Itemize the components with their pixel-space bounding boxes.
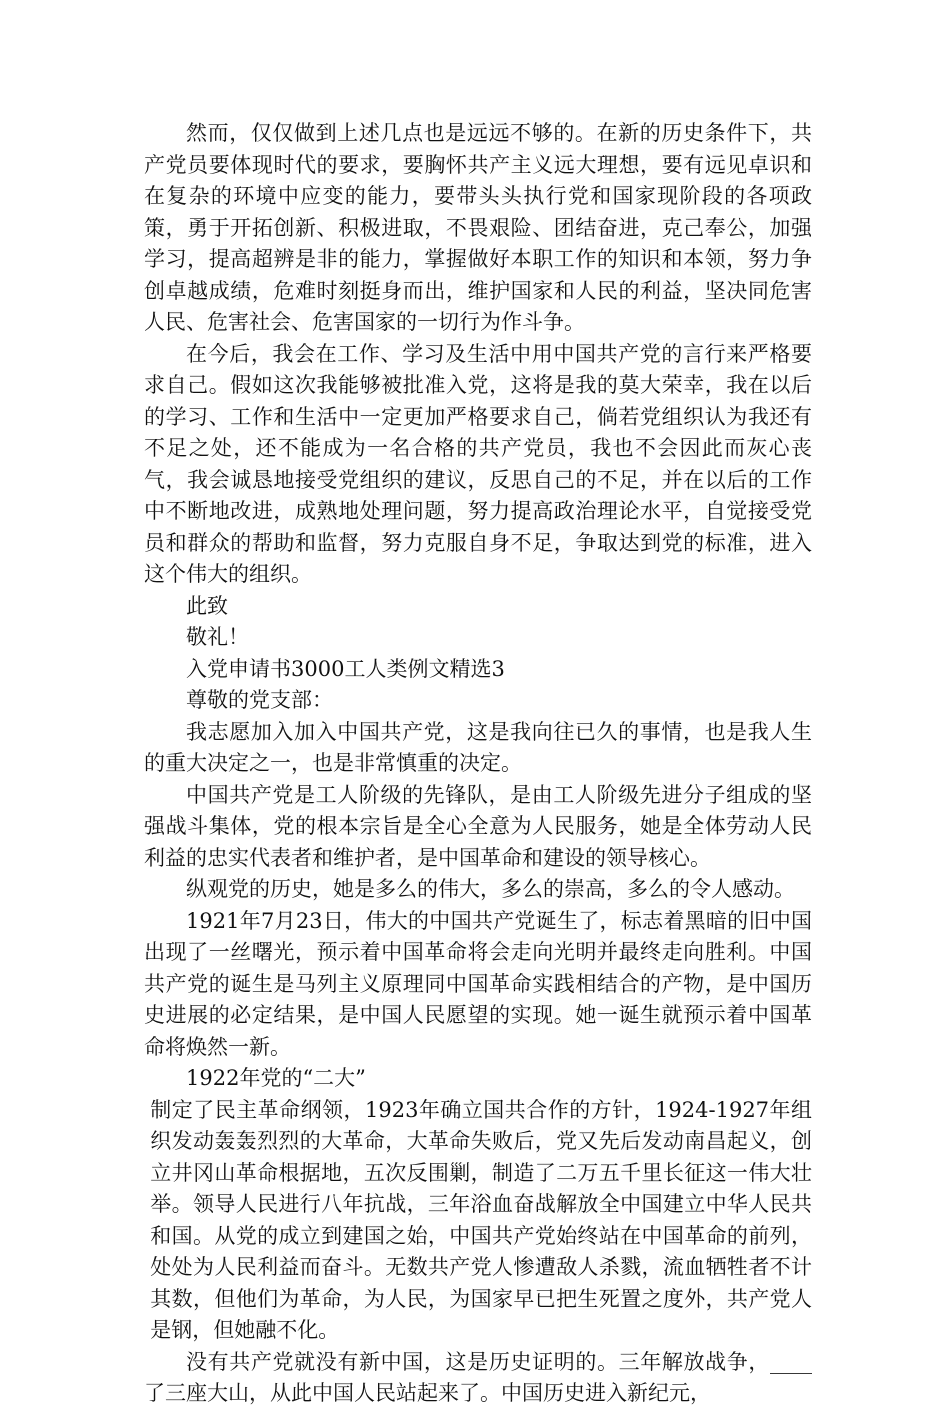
letter-greeting: 尊敬的党支部： — [186, 688, 333, 712]
paragraph-6: 1921年7月23日，伟大的中国共产党诞生了，标志着黑暗的旧中国出现了一丝曙光，预示着中国革命将会走向光明并最终走向胜利。中国共产党的诞生是马列主义原理同中国革命实践相结合的产物，是中国历史进展的必定结果，是中国人民愿望的实现。她一诞生就预示着中国革命将焕然一新。 — [144, 908, 812, 1059]
paragraph-7-heading: 1922年党的“二大” — [186, 1066, 366, 1090]
paragraph-9: 没有共产党就没有新中国，这是历史证明的。三年解放战争，____了三座大山，从此中国人民站起来了。中国历史进入新纪元， — [144, 1349, 812, 1405]
closing-regards: 敬礼！ — [186, 625, 249, 649]
paragraph-4: 中国共产党是工人阶级的先锋队，是由工人阶级先进分子组成的坚强战斗集体，党的根本宗旨是全心全意为人民服务，她是全体劳动人民利益的忠实代表者和维护者，是中国革命和建设的领导核心。 — [144, 782, 812, 870]
section-title: 入党申请书3000工人类例文精选3 — [186, 656, 505, 681]
closing-salutation: 此致 — [186, 593, 228, 618]
paragraph-2: 在今后，我会在工作、学习及生活中用中国共产党的言行来严格要求自己。假如这次我能够被批准入党，这将是我的莫大荣幸，我在以后的学习、工作和生活中一定更加严格要求自己，倘若党组织认为我还有不足之处，还不能成为一名合格的共产党员，我也不会因此而灰心丧气，我会诚恳地接受党组织的建议，反思自己的不足，并在以后的工作中不断地改进，成熟地处理问题，努力提高政治理论水平，自觉接受党员和群众的帮助和监督，努力克服自身不足，争取达到党的标准，进入这个伟大的组织。 — [144, 341, 812, 586]
paragraph-1: 然而，仅仅做到上述几点也是远远不够的。在新的历史条件下，共产党员要体现时代的要求，要胸怀共产主义远大理想，要有远见卓识和在复杂的环境中应变的能力，要带头头执行党和国家现阶段的各项政策，勇于开拓创新、积极进取，不畏艰险、团结奋进，克己奉公，加强学习，提高超辨是非的能力，掌握做好本职工作的知识和本领，努力争创卓越成绩，危难时刻挺身而出，维护国家和人民的利益，坚决同危害人民、危害社会、危害国家的一切行为作斗争。 — [144, 121, 812, 334]
paragraph-3: 我志愿加入加入中国共产党，这是我向往已久的事情，也是我人生的重大决定之一，也是非常慎重的决定。 — [144, 719, 812, 775]
paragraph-5: 纵观党的历史，她是多么的伟大，多么的崇高，多么的令人感动。 — [186, 877, 795, 901]
paragraph-8: 制定了民主革命纲领，1923年确立国共合作的方针，1924-1927年组织发动轰轰烈烈的大革命，大革命失败后，党又先后发动南昌起义，创立井冈山革命根据地，五次反围剿，制造了二万五千里长征这一伟大壮举。领导人民进行八年抗战，三年浴血奋战解放全中国建立中华人民共和国。从党的成立到建国之始，中国共产党始终站在中国革命的前列，处处为人民利益而奋斗。无数共产党人惨遭敌人杀戮，流血牺牲者不计其数，但他们为革命，为人民，为国家早已把生死置之度外，共产党人是钢，但她融不化。 — [150, 1097, 812, 1342]
document-page — [144, 118, 812, 1410]
